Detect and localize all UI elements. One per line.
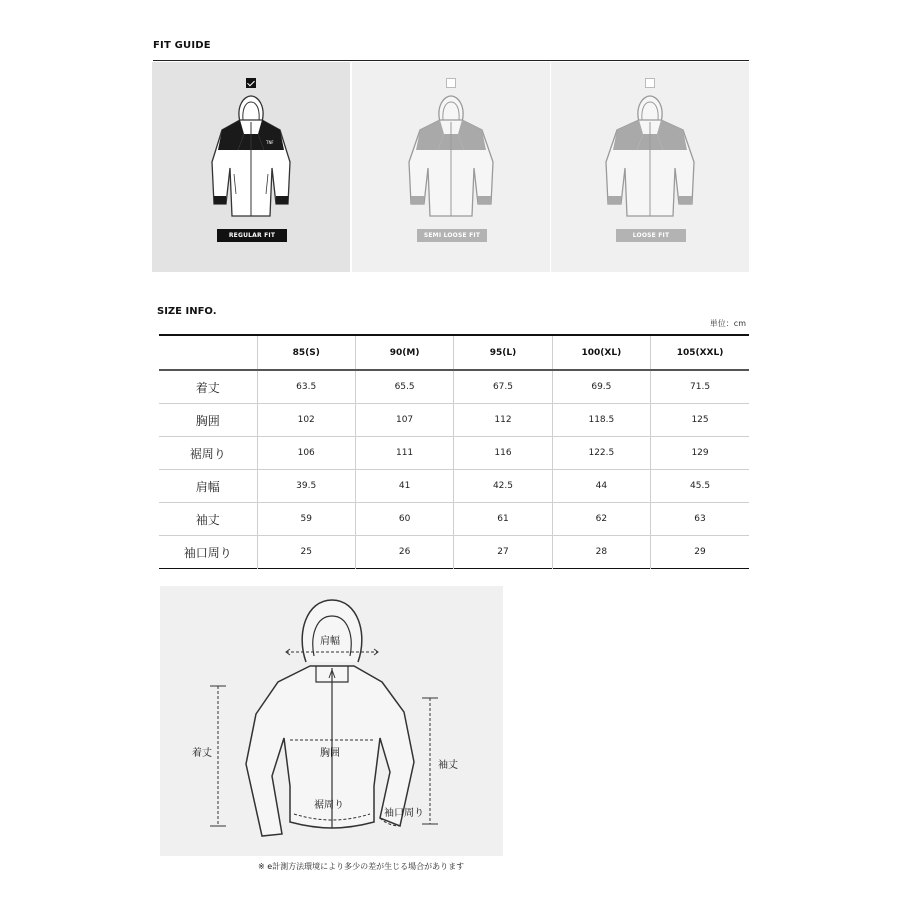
unit-label: 単位：cm: [709, 319, 746, 328]
table-cell: 62: [552, 503, 650, 536]
fit-checkbox-regular[interactable]: [246, 78, 256, 88]
table-row: [159, 437, 749, 470]
table-cell: 112: [454, 404, 552, 437]
table-cell: 41: [355, 470, 453, 503]
table-cell: 42.5: [454, 470, 552, 503]
table-cell: 65.5: [355, 370, 453, 404]
row-label: 肩幅: [159, 470, 257, 503]
table-cell: 61: [454, 503, 552, 536]
label-cuff: 袖口周り: [384, 808, 424, 819]
measurement-note: ※ e計測方法環境により多少の差が生じる場合があります: [258, 862, 465, 871]
fit-option-regular[interactable]: [152, 62, 350, 272]
fit-guide-title: FIT GUIDE: [153, 40, 211, 51]
table-cell: 116: [454, 437, 552, 470]
table-cell: 45.5: [651, 470, 749, 503]
fit-option-semi-loose[interactable]: [352, 62, 550, 272]
regular-fit-jacket-icon: [204, 94, 298, 220]
table-cell: 25: [257, 536, 355, 569]
fit-checkbox-semi-loose[interactable]: [446, 78, 456, 88]
column-header: 90(M): [355, 335, 453, 370]
table-cell: 28: [552, 536, 650, 569]
measurement-diagram: [160, 586, 503, 856]
table-cell: 67.5: [454, 370, 552, 404]
table-cell: 44: [552, 470, 650, 503]
loose-fit-jacket-icon: [603, 94, 697, 220]
row-label: 裾周り: [159, 437, 257, 470]
table-cell: 63: [651, 503, 749, 536]
label-hem: 裾周り: [314, 800, 344, 811]
row-label: 着丈: [159, 370, 257, 404]
measurement-jacket-icon: [160, 586, 503, 856]
table-cell: 60: [355, 503, 453, 536]
semi-loose-fit-jacket-icon: [404, 94, 498, 220]
label-sleeve: 袖丈: [438, 760, 458, 771]
table-cell: 111: [355, 437, 453, 470]
fit-label-regular: REGULAR FIT: [217, 229, 287, 242]
fit-option-loose[interactable]: [551, 62, 749, 272]
table-cell: 63.5: [257, 370, 355, 404]
column-header: [159, 335, 257, 370]
table-cell: 106: [257, 437, 355, 470]
fit-checkbox-loose[interactable]: [645, 78, 655, 88]
row-label: 袖口周り: [183, 545, 232, 560]
table-row: [159, 503, 749, 536]
column-header: 85(S): [257, 335, 355, 370]
table-cell: 71.5: [651, 370, 749, 404]
table-row: [159, 536, 749, 569]
table-row: [159, 370, 749, 404]
table-cell: 39.5: [257, 470, 355, 503]
table-cell: 26: [355, 536, 453, 569]
label-length: 着丈: [192, 748, 212, 759]
label-shoulder: 肩幅: [320, 636, 340, 647]
table-cell: 122.5: [552, 437, 650, 470]
table-cell: 29: [651, 536, 749, 569]
table-cell: 27: [454, 536, 552, 569]
size-table: [159, 334, 749, 569]
column-header: 105(XXL): [651, 335, 749, 370]
label-chest: 胸囲: [320, 748, 340, 759]
fit-label-semi-loose: SEMI LOOSE FIT: [417, 229, 487, 242]
fit-label-loose: LOOSE FIT: [616, 229, 686, 242]
table-cell: 102: [257, 404, 355, 437]
size-table-header: [159, 335, 749, 370]
table-cell: 129: [651, 437, 749, 470]
table-cell: 69.5: [552, 370, 650, 404]
table-row: [159, 404, 749, 437]
column-header: 95(L): [454, 335, 552, 370]
table-cell: 59: [257, 503, 355, 536]
svg-text:TNF: TNF: [266, 140, 274, 145]
table-cell: 107: [355, 404, 453, 437]
fit-guide-divider: [153, 60, 749, 61]
column-header: 100(XL): [552, 335, 650, 370]
table-cell: 118.5: [552, 404, 650, 437]
row-label: 胸囲: [159, 404, 257, 437]
table-row: [159, 470, 749, 503]
table-cell: 125: [651, 404, 749, 437]
size-info-title: SIZE INFO.: [157, 306, 217, 317]
row-label: 袖丈: [159, 503, 257, 536]
